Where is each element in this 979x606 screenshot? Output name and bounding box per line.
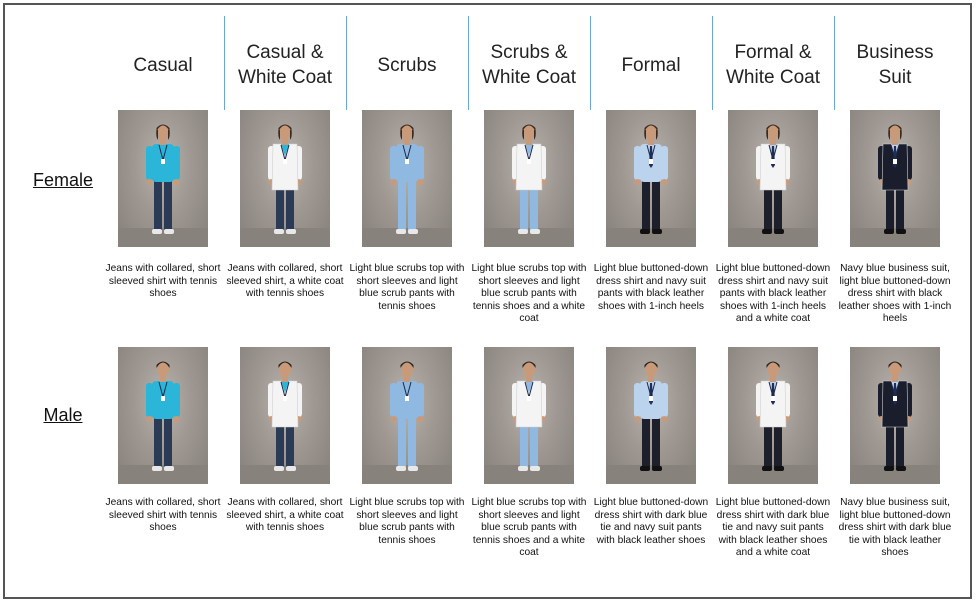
- outfit-description: Light blue scrubs top with short sleeves and light blue scrub pants with tennis shoes: [349, 263, 465, 312]
- photo-female-business-suit: [850, 110, 940, 247]
- outfit-description: Jeans with collared, short sleeved shirt with tennis shoes: [105, 263, 221, 300]
- column-divider: [834, 16, 835, 110]
- person-figure: [484, 347, 574, 484]
- column-header-line1: Casual: [133, 55, 193, 76]
- column-header-line1: Casual &: [246, 42, 324, 63]
- outfit-description: Light blue scrubs top with short sleeves and light blue scrub pants with tennis shoes: [349, 497, 465, 546]
- person-figure: [606, 110, 696, 247]
- person-figure: [118, 110, 208, 247]
- outfit-description: Navy blue business suit, light blue buttoned-down dress shirt with dark blue tie with black leather shoes: [838, 497, 952, 559]
- outfit-description: Light blue buttoned-down dress shirt and navy suit pants with black leather shoes with 1-inch heels and a white coat: [715, 263, 831, 325]
- column-header-business-suit: [836, 40, 954, 90]
- person-figure: [240, 110, 330, 247]
- outfit-description: Light blue buttoned-down dress shirt with dark blue tie and navy suit pants with black leather shoes and a white coat: [715, 497, 831, 559]
- column-header-line2: White Coat: [726, 67, 820, 88]
- column-divider: [346, 16, 347, 110]
- column-divider: [224, 16, 225, 110]
- outfit-description: Jeans with collared, short sleeved shirt, a white coat with tennis shoes: [226, 497, 344, 534]
- column-header-casual-white-coat: [226, 40, 344, 90]
- outfit-description: Jeans with collared, short sleeved shirt, a white coat with tennis shoes: [226, 263, 344, 300]
- person-figure: [118, 347, 208, 484]
- outfit-description: Navy blue business suit, light blue buttoned-down dress shirt with black leather shoes with 1-inch heels: [838, 263, 952, 325]
- photo-female-scrubs-white-coat: [484, 110, 574, 247]
- person-figure: [240, 347, 330, 484]
- column-header-line2: White Coat: [482, 67, 576, 88]
- column-header-formal: [592, 53, 710, 78]
- person-figure: [728, 110, 818, 247]
- person-figure: [484, 110, 574, 247]
- column-header-casual: [104, 53, 222, 78]
- person-figure: [362, 347, 452, 484]
- column-header-line1: Business: [856, 42, 934, 63]
- person-figure: [362, 110, 452, 247]
- column-divider: [590, 16, 591, 110]
- photo-female-casual-white-coat: [240, 110, 330, 247]
- photo-male-business-suit: [850, 347, 940, 484]
- column-header-scrubs-white-coat: [470, 40, 588, 90]
- outfit-description: Light blue scrubs top with short sleeves and light blue scrub pants with tennis shoes and a white coat: [471, 263, 587, 325]
- photo-male-formal: [606, 347, 696, 484]
- column-header-line1: Scrubs: [377, 55, 437, 76]
- column-header-line1: Scrubs &: [490, 42, 568, 63]
- column-header-scrubs: [348, 53, 466, 78]
- person-figure: [850, 110, 940, 247]
- outfit-description: Light blue scrubs top with short sleeves and light blue scrub pants with tennis shoes and a white coat: [471, 497, 587, 559]
- photo-male-casual-white-coat: [240, 347, 330, 484]
- photo-female-formal: [606, 110, 696, 247]
- photo-female-formal-white-coat: [728, 110, 818, 247]
- outfit-description: Jeans with collared, short sleeved shirt with tennis shoes: [105, 497, 221, 534]
- person-figure: [850, 347, 940, 484]
- outfit-description: Light blue buttoned-down dress shirt and navy suit pants with black leather shoes with 1-inch heels: [593, 263, 709, 312]
- photo-male-scrubs-white-coat: [484, 347, 574, 484]
- photo-male-scrubs: [362, 347, 452, 484]
- column-header-line2: White Coat: [238, 67, 332, 88]
- row-label-female: Female: [32, 170, 94, 190]
- outfit-description: Light blue buttoned-down dress shirt with dark blue tie and navy suit pants with black leather shoes: [593, 497, 709, 546]
- column-header-line1: Formal: [621, 55, 681, 76]
- person-figure: [728, 347, 818, 484]
- person-figure: [606, 347, 696, 484]
- column-header-line2: Suit: [878, 67, 912, 88]
- photo-male-casual: [118, 347, 208, 484]
- column-divider: [712, 16, 713, 110]
- row-label-male: Male: [43, 405, 83, 425]
- column-header-line1: Formal &: [734, 42, 812, 63]
- column-header-formal-white-coat: [714, 40, 832, 90]
- photo-female-scrubs: [362, 110, 452, 247]
- photo-female-casual: [118, 110, 208, 247]
- column-divider: [468, 16, 469, 110]
- photo-male-formal-white-coat: [728, 347, 818, 484]
